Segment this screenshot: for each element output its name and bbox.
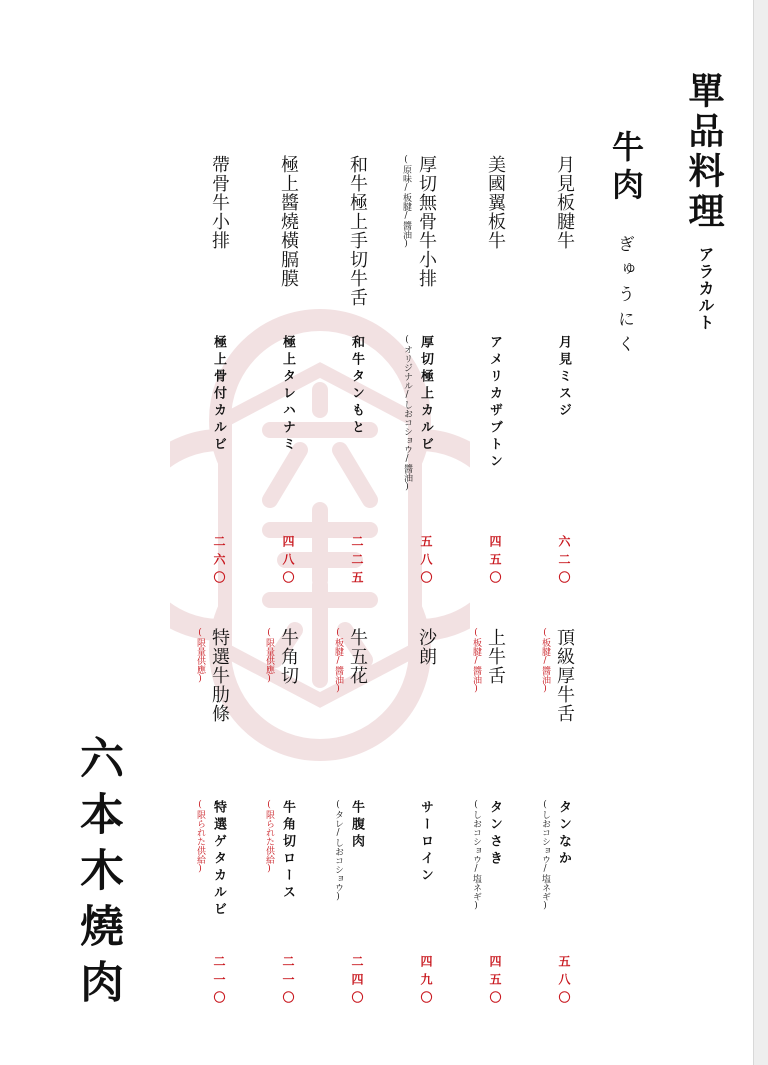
item-name: 厚切無骨牛小排: [416, 155, 437, 288]
section-reading: ぎゅうにく: [614, 235, 634, 360]
item-name: 極上醬燒橫膈膜: [278, 155, 299, 288]
item-jp-note: (オリジナル/しおコショウ/醬油): [402, 335, 412, 492]
item-jp-name: 極上タレハナミ: [280, 335, 295, 454]
item-name: 沙朗: [416, 628, 437, 666]
page-edge: [753, 0, 768, 1065]
item-jp-note: (タレ/しおコショウ): [333, 800, 343, 902]
item-jp-name: 極上骨付カルビ: [211, 335, 226, 454]
item-price: 五八〇: [557, 955, 571, 1009]
item-name: 上牛舌: [485, 628, 506, 685]
page-title: 單品料理: [683, 72, 725, 232]
item-price: 二六〇: [212, 535, 226, 589]
item-name: 美國翼板牛: [485, 155, 506, 250]
item-price: 二一〇: [281, 955, 295, 1009]
section-title: 牛肉: [607, 130, 645, 206]
item-name: 牛角切: [278, 628, 299, 685]
item-jp-name: 牛腹肉: [349, 800, 364, 851]
item-price: 二二五: [350, 535, 364, 589]
item-jp-name: 月見ミスジ: [556, 335, 571, 420]
item-jp-note: (しおコショウ/塩ネギ): [471, 800, 481, 911]
item-name-note: (限量供應): [264, 628, 274, 684]
item-price: 四五〇: [488, 535, 502, 589]
item-price: 四八〇: [281, 535, 295, 589]
item-jp-name: タンさき: [487, 800, 502, 868]
item-name-note: (板腱/醬油): [471, 628, 481, 694]
brand-logo-text: 六本木燒肉: [72, 735, 123, 1015]
item-jp-note: (限られた供給): [264, 800, 274, 874]
item-price: 六二〇: [557, 535, 571, 589]
item-jp-name: サーロイン: [418, 800, 433, 885]
page-subtitle: アラカルト: [696, 246, 715, 331]
item-jp-name: 和牛タンもと: [349, 335, 364, 437]
item-name-note: (板腱/醬油): [540, 628, 550, 694]
item-price: 二一〇: [212, 955, 226, 1009]
item-jp-name: タンなか: [556, 800, 571, 868]
item-jp-name: 特選ゲタカルビ: [211, 800, 226, 919]
item-name-note: (原味/板腱/醬油): [401, 155, 411, 249]
item-name: 牛五花: [347, 628, 368, 685]
item-price: 四九〇: [419, 955, 433, 1009]
item-jp-name: 厚切極上カルビ: [418, 335, 433, 454]
item-price: 四五〇: [488, 955, 502, 1009]
item-price: 二四〇: [350, 955, 364, 1009]
item-name: 頂級厚牛舌: [554, 628, 575, 723]
item-jp-note: (しおコショウ/塩ネギ): [540, 800, 550, 911]
item-price: 五八〇: [419, 535, 433, 589]
item-name: 月見板腱牛: [554, 155, 575, 250]
item-name: 和牛極上手切牛舌: [347, 155, 368, 307]
item-name: 特選牛肋條: [209, 628, 230, 723]
item-jp-name: アメリカザブトン: [487, 335, 502, 471]
item-name-note: (板腱/醬油): [333, 628, 343, 694]
item-jp-name: 牛角切ロース: [280, 800, 295, 902]
item-jp-note: (限られた供給): [195, 800, 205, 874]
item-name: 帶骨牛小排: [209, 155, 230, 250]
item-name-note: (限量供應): [195, 628, 205, 684]
